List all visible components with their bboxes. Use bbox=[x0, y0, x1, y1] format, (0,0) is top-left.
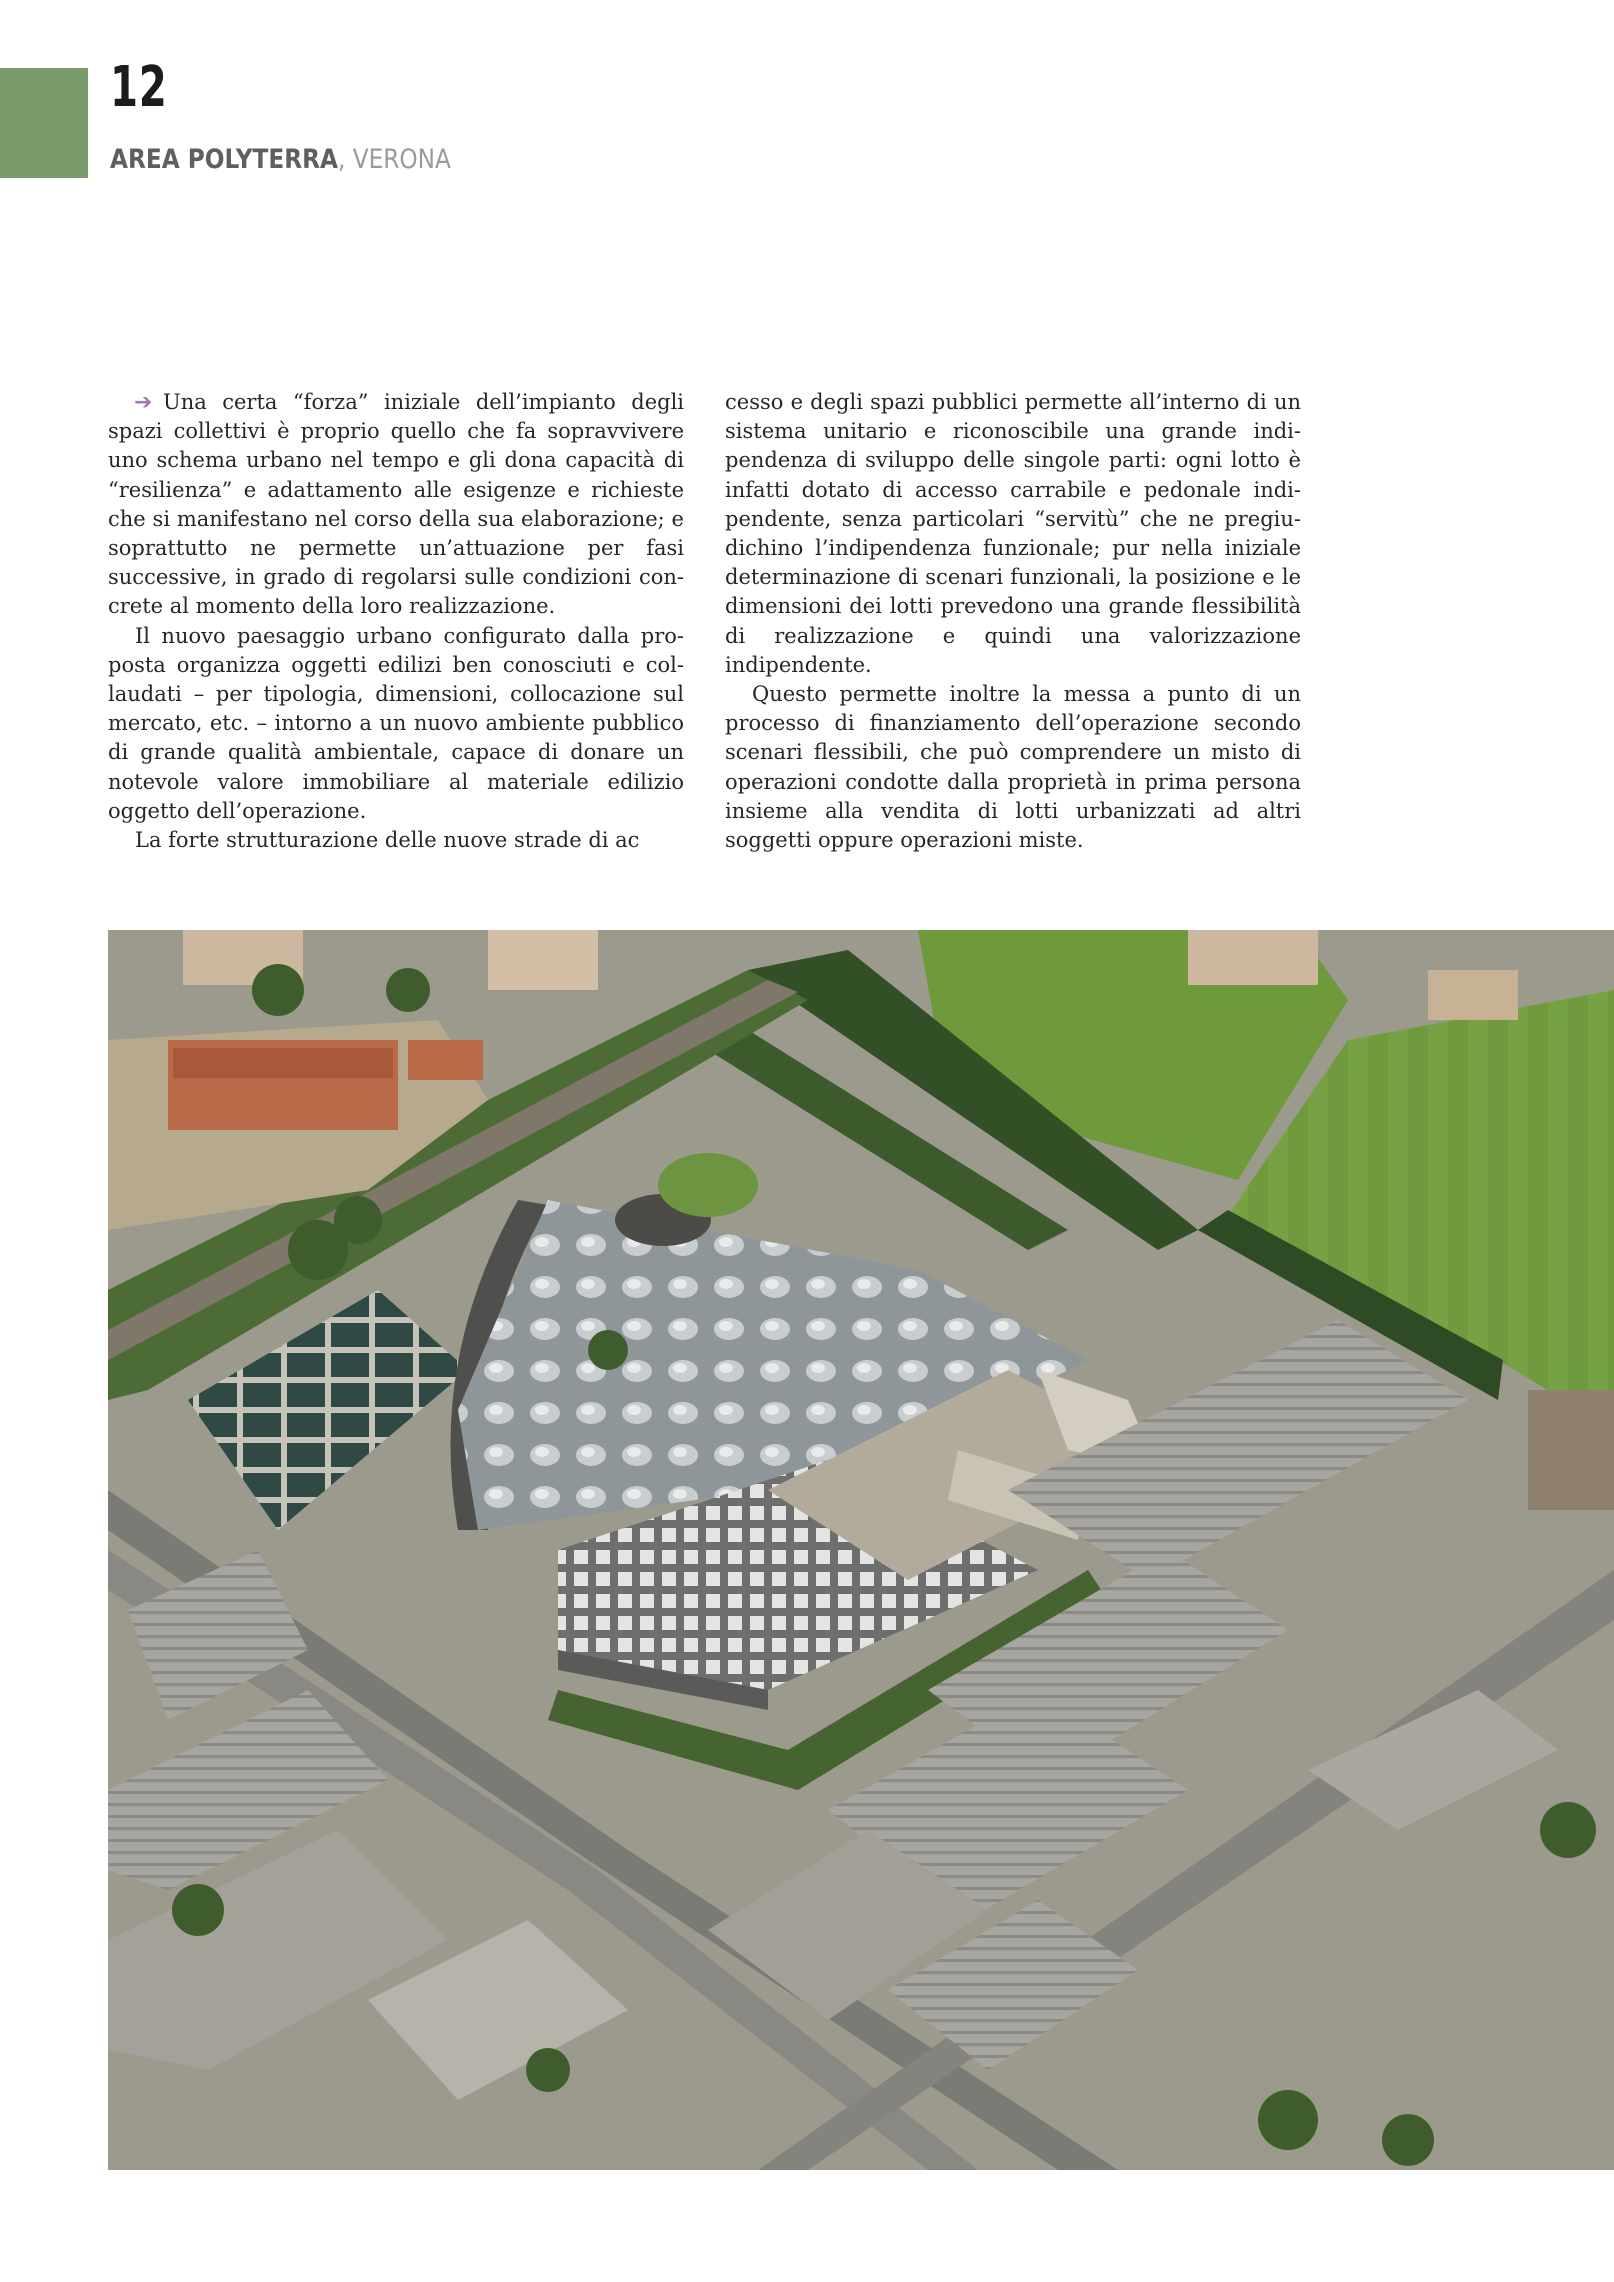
section-title-city: , VERONA bbox=[337, 144, 451, 175]
section-color-tab bbox=[0, 68, 88, 178]
paragraph-3: La forte strutturazione delle nuove strade di ac bbox=[135, 828, 640, 853]
paragraph-5: Questo permette inoltre la messa a punto di un processo di finanziamento dell’operazione secondo scenari flessibili, che può comprendere un misto di operazioni condotte dalla proprietà in prima persona insieme alla vendita di lotti urbanizzati ad altri soggetti oppure operazioni miste. bbox=[725, 682, 1301, 853]
small-brick-house bbox=[408, 1040, 483, 1080]
paragraph-1-text: Una certa “forza” iniziale dell’impianto degli spazi collettivi è proprio quello che fa sopravvivere uno schema urbano nel tempo e gli dona capacità di “resilienza” e adattamento alle esigenze e richieste che si manifestano nel corso della sua elaborazione; e soprattutto ne permette un’attuazione per fasi successive, in grado di regolarsi sulle condizioni concrete al momento della loro realizzazione. bbox=[108, 390, 684, 619]
apartment-block-3 bbox=[1188, 930, 1318, 985]
text-column-left bbox=[108, 388, 684, 855]
circular-lawn bbox=[658, 1153, 758, 1217]
page-number: 12 bbox=[110, 55, 168, 120]
brick-building-roof bbox=[173, 1048, 393, 1078]
section-title-main: AREA POLYTERRA bbox=[110, 144, 338, 175]
paragraph-4: cesso e degli spazi pubblici permette all’interno di un sistema unitario e riconoscibile una grande indipendenza di sviluppo delle singole parti: ogni lotto è infatti dotato di accesso carrabile e pedonale indipendente, senza particolari “servitù” che ne pregiudichino l’indipendenza funzionale; pur nella iniziale determinazione di scenari funzionali, la posizione e le dimensioni dei lotti prevedono una grande flessibilità di realizzazione e quindi una valorizzazione indipendente. bbox=[725, 390, 1301, 677]
building-far-right bbox=[1528, 1390, 1614, 1510]
house-right-1 bbox=[1428, 970, 1518, 1020]
aerial-photo bbox=[108, 930, 1614, 2170]
paragraph-1 bbox=[108, 388, 684, 622]
paragraph-2: Il nuovo paesaggio urbano configurato dalla proposta organizza oggetti edilizi ben conosciuti e collaudati – per tipologia, dimensioni, collocazione sul mercato, etc. – intorno a un nuovo ambiente pubblico di grande qualità ambientale, capace di donare un notevole valore immobiliare al materiale edilizio oggetto dell’operazione. bbox=[108, 623, 684, 823]
section-title bbox=[110, 146, 451, 173]
arrow-left-icon[interactable]: ➔ bbox=[134, 390, 153, 415]
text-column-right bbox=[725, 388, 1301, 855]
apartment-block-2 bbox=[488, 930, 598, 990]
